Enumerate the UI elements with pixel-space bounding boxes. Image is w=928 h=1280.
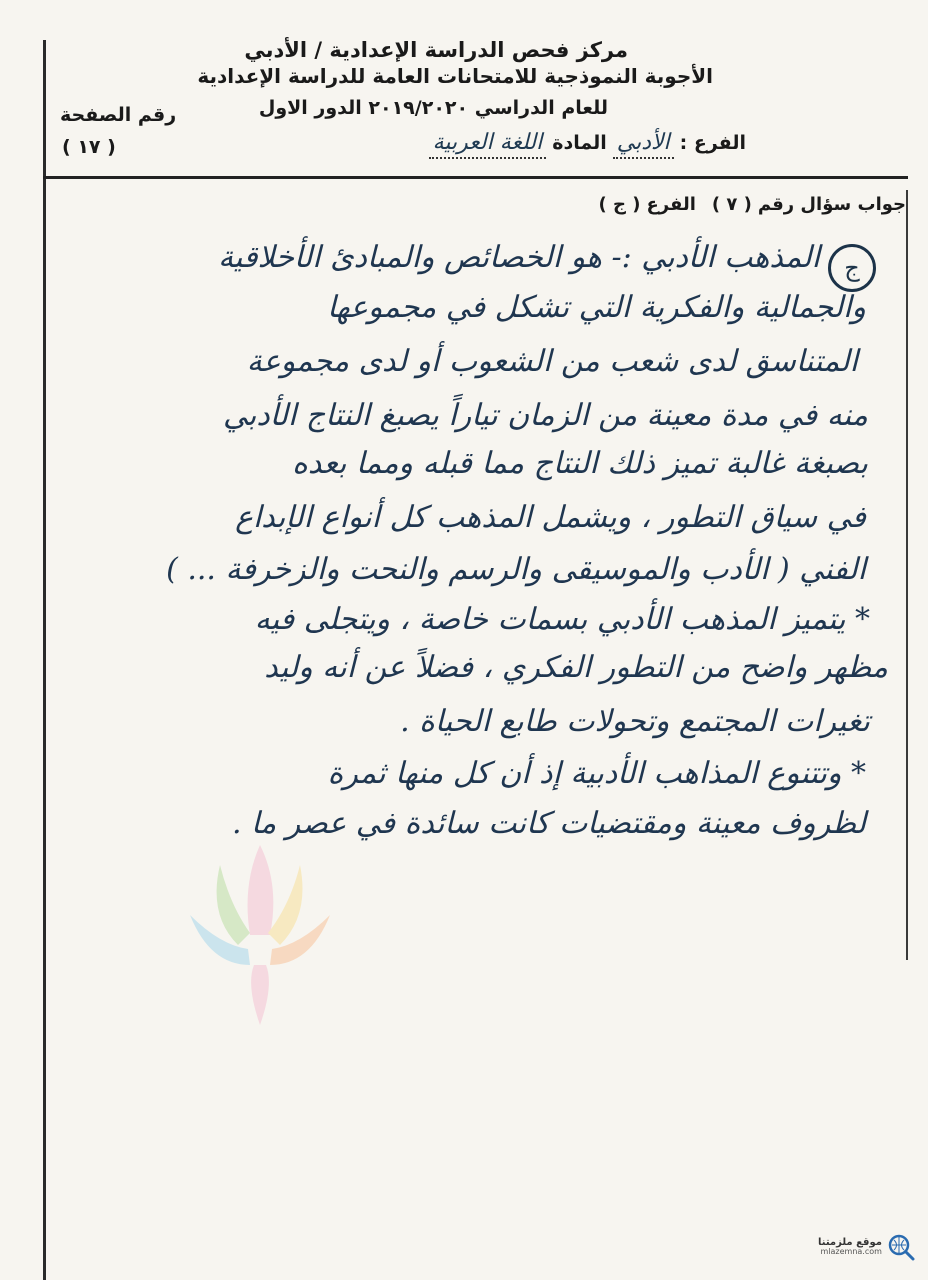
answer-line: * وتتنوع المذاهب الأدبية إذ أن كل منها ثمرة — [327, 756, 866, 791]
answer-question-row — [599, 194, 906, 215]
answer-branch-label: الفرع — [646, 194, 696, 215]
answers-title: الأجوبة النموذجية للامتحانات العامة للدراسة الإعدادية — [197, 64, 713, 88]
logo-arabic-text: موقع ملزمتنا — [818, 1237, 882, 1248]
page-number-value: ( ١٧ ) — [62, 136, 116, 158]
site-logo — [818, 1232, 916, 1262]
watermark-logo — [150, 825, 370, 1035]
answer-line: لظروف معينة ومقتضيات كانت سائدة في عصر ما . — [231, 806, 866, 841]
answer-line: والجمالية والفكرية التي تشكل في مجموعها — [327, 290, 866, 325]
page-frame-left-line — [43, 40, 46, 1280]
answer-marker-circle: ج — [828, 244, 876, 292]
page-number-label: رقم الصفحة — [60, 104, 177, 126]
answer-line: مظهر واضح من التطور الفكري ، فضلاً عن أنه وليد — [264, 650, 888, 685]
answer-line: الفني ( الأدب والموسيقى والرسم والنحت والزخرفة ... ) — [166, 552, 866, 587]
answer-line: في سياق التطور ، ويشمل المذهب كل أنواع الإبداع — [235, 500, 866, 535]
logo-text — [818, 1238, 882, 1256]
branch-label: الفرع : — [679, 132, 746, 154]
year-line: للعام الدراسي ٢٠١٩/٢٠٢٠ الدور الاول — [258, 97, 608, 119]
branch-subject-row — [429, 130, 746, 159]
answer-line: المتناسق لدى شعب من الشعوب أو لدى مجموعة — [246, 344, 858, 379]
answer-line: بصبغة غالبة تميز ذلك النتاج مما قبله ومما بعده — [292, 446, 868, 481]
branch-value: الأدبي — [613, 130, 674, 159]
page-frame-right-line — [906, 190, 908, 960]
question-number: ( ٧ ) — [711, 194, 752, 215]
magnifier-globe-icon — [886, 1232, 916, 1262]
answer-line: تغيرات المجتمع وتحولات طابع الحياة . — [400, 704, 870, 739]
answer-branch-value: ( ج ) — [598, 194, 641, 215]
header-divider — [43, 176, 908, 179]
logo-english-text: mlazemna.com — [820, 1247, 882, 1256]
answer-line: * يتميز المذهب الأدبي بسمات خاصة ، ويتجلى فيه — [254, 602, 870, 637]
subject-value: اللغة العربية — [429, 130, 547, 159]
answer-line: المذهب الأدبي :- هو الخصائص والمبادئ الأخلاقية — [218, 240, 820, 275]
center-title: مركز فحص الدراسة الإعدادية / الأدبي — [244, 38, 628, 62]
question-label: جواب سؤال رقم — [757, 194, 906, 215]
answer-line: منه في مدة معينة من الزمان تياراً يصبغ النتاج الأدبي — [223, 398, 868, 433]
subject-label: المادة — [552, 132, 607, 154]
